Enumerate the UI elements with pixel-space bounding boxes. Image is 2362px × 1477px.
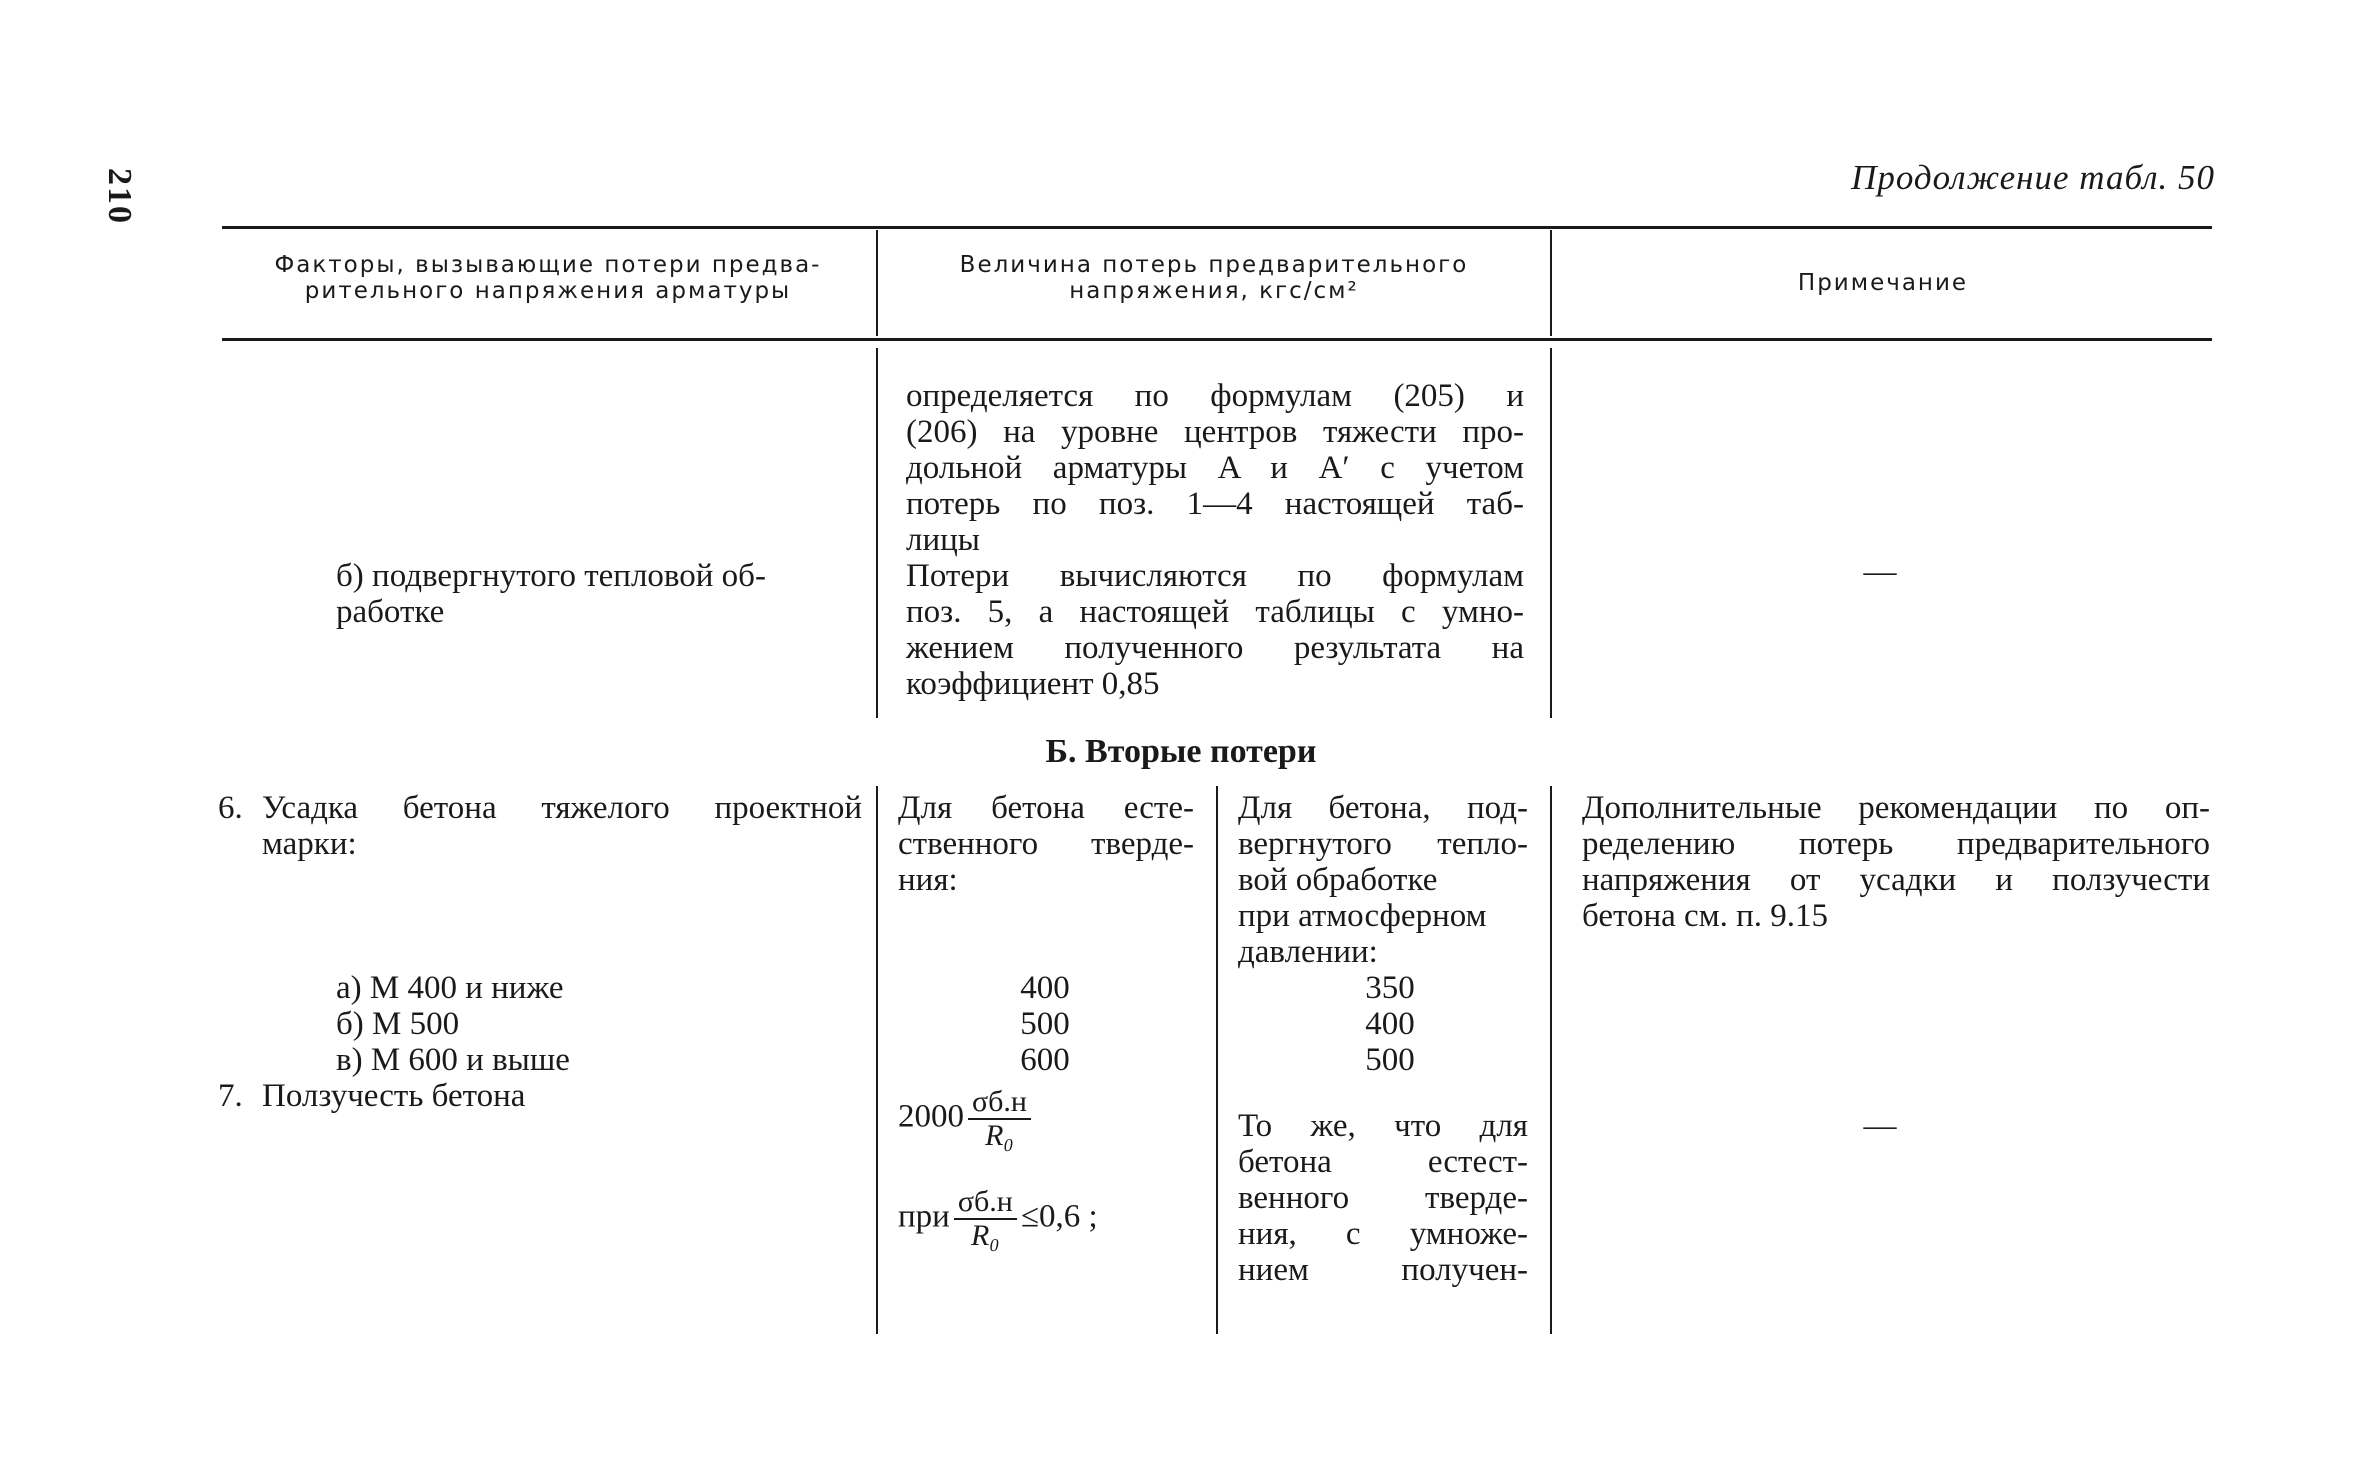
grade-labels	[336, 970, 570, 1078]
header-factors-line: Факторы, вызывающие потери предва-	[274, 252, 822, 278]
item-6-heat-treated	[1238, 790, 1528, 970]
text-line: бетона см. п. 9.15	[1582, 898, 1828, 934]
text-line: напряжения от усадки и ползучести	[1582, 862, 2210, 898]
text-line: б) подвергнутого тепловой об-	[336, 558, 766, 594]
text-line: вой обработке	[1238, 862, 1438, 898]
creep-formula	[898, 1086, 1035, 1152]
table-top-rule	[222, 226, 2212, 229]
text-line: венного тверде-	[1238, 1180, 1528, 1216]
condition-numerator: σб.н	[954, 1186, 1017, 1220]
grade-label: б) М 500	[336, 1006, 460, 1042]
natural-value: 400	[1020, 970, 1070, 1006]
formula-coefficient: 2000	[898, 1098, 964, 1135]
block-a-value-text	[906, 378, 1524, 702]
block-b-divider-1	[876, 786, 878, 1334]
text-line: вергнутого тепло-	[1238, 826, 1528, 862]
item-b-factor	[336, 558, 766, 630]
header-factors	[222, 252, 874, 304]
grade-natural-values	[980, 970, 1110, 1078]
text-line: работке	[336, 594, 445, 630]
text-line: поз. 5, a настоящей таблицы с умно-	[906, 594, 1524, 630]
text-line: То же, что для	[1238, 1108, 1528, 1144]
text-line: марки:	[262, 826, 357, 862]
section-title: Б. Вторые потери	[1045, 733, 1317, 770]
text-line: ределению потерь предварительного	[1582, 826, 2210, 862]
table-continuation-title: Продолжение табл. 50	[1851, 158, 2215, 197]
block-a-divider-2	[1550, 348, 1552, 718]
item-6-note	[1582, 790, 2210, 934]
text-line: Для бетона, под-	[1238, 790, 1528, 826]
text-line: потерь по поз. 1—4 настоящей таб-	[906, 486, 1524, 522]
block-a-divider-1	[876, 348, 878, 718]
text-line: нием получен-	[1238, 1252, 1528, 1288]
item-7-number: 7.	[218, 1078, 243, 1114]
text-line: бетона естест-	[1238, 1144, 1528, 1180]
text-line: ственного тверде-	[898, 826, 1194, 862]
header-divider-1	[876, 230, 878, 336]
item-6-factor	[262, 790, 862, 862]
text-line: ния:	[898, 862, 958, 898]
header-note: Примечание	[1797, 270, 1969, 296]
table-header-bottom-rule	[222, 338, 2212, 341]
heat-value: 500	[1365, 1042, 1415, 1078]
text-line: давлении:	[1238, 934, 1378, 970]
condition-suffix: ≤0,6 ;	[1020, 1198, 1098, 1235]
item-7-factor: Ползучесть бетона	[262, 1078, 526, 1114]
text-line: Усадка бетона тяжелого проектной	[262, 790, 862, 826]
formula-numerator: σб.н	[968, 1086, 1031, 1120]
item-6-number: 6.	[218, 790, 243, 826]
grade-label: а) М 400 и ниже	[336, 970, 564, 1006]
creep-condition	[898, 1186, 1098, 1252]
text-line: (206) на уровне центров тяжести про-	[906, 414, 1524, 450]
item-7-heat-treated	[1238, 1108, 1528, 1288]
text-line: Дополнительные рекомендации по оп-	[1582, 790, 2210, 826]
text-line: дольной арматуры A и A′ с учетом	[906, 450, 1524, 486]
text-line: Потери вычисляются по формулам	[906, 558, 1524, 594]
header-loss-line: напряжения, кгс/см²	[1069, 278, 1359, 304]
condition-prefix: при	[898, 1198, 950, 1235]
header-loss-value	[880, 252, 1548, 304]
formula-fraction	[968, 1086, 1031, 1152]
grade-label: в) М 600 и выше	[336, 1042, 570, 1078]
item-6-natural-curing	[898, 790, 1194, 898]
text-line: ния, с умноже-	[1238, 1216, 1528, 1252]
text-line: лицы	[906, 522, 980, 558]
heat-value: 400	[1365, 1006, 1415, 1042]
text-line: Для бетона есте-	[898, 790, 1194, 826]
condition-fraction	[954, 1186, 1017, 1252]
item-7-note-dash: —	[1863, 1108, 1897, 1144]
natural-value: 600	[1020, 1042, 1070, 1078]
grade-heat-values	[1325, 970, 1455, 1078]
heat-value: 350	[1365, 970, 1415, 1006]
item-b-note-dash: —	[1863, 554, 1897, 590]
condition-denominator: R₀	[970, 1219, 1000, 1252]
header-divider-2	[1550, 230, 1552, 336]
page-number: 210	[101, 168, 138, 225]
text-line: коэффициент 0,85	[906, 666, 1160, 702]
text-line: жением полученного результата на	[906, 630, 1524, 666]
natural-value: 500	[1020, 1006, 1070, 1042]
block-b-divider-2	[1216, 786, 1218, 1334]
text-line: определяется по формулам (205) и	[906, 378, 1524, 414]
formula-denominator: R₀	[985, 1119, 1014, 1152]
text-line: при атмосферном	[1238, 898, 1487, 934]
header-factors-line: рительного напряжения арматуры	[304, 278, 792, 304]
block-b-divider-3	[1550, 786, 1552, 1334]
header-loss-line: Величина потерь предварительного	[959, 252, 1469, 278]
